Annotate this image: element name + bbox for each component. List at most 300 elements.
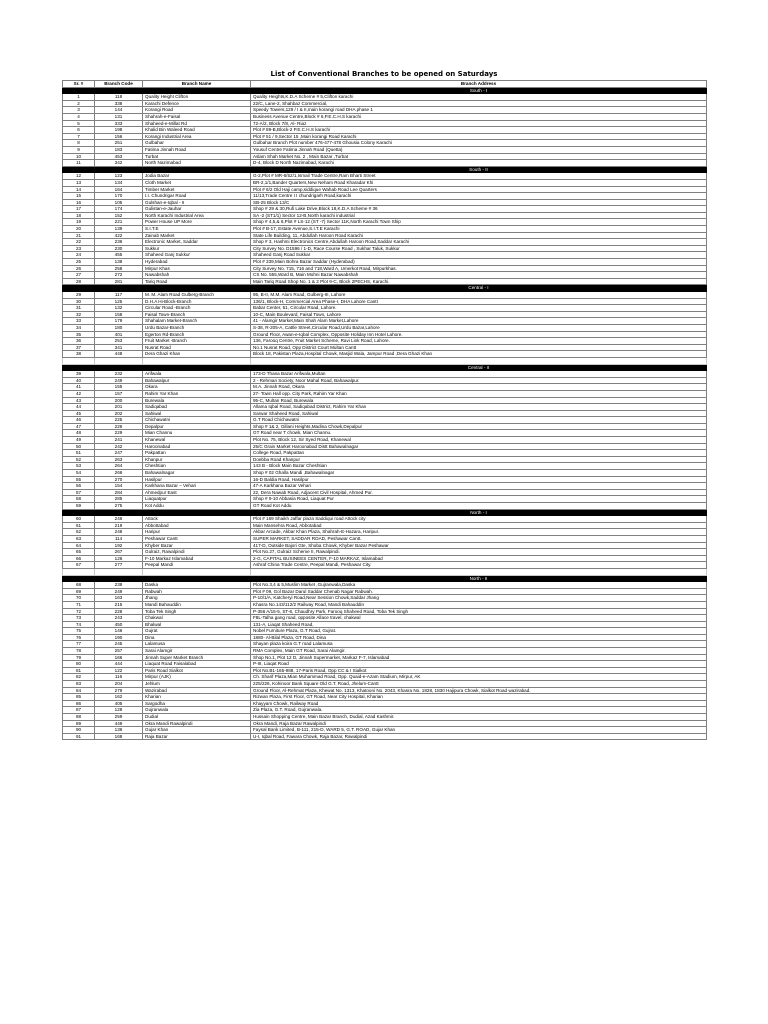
sr-cell: 8 xyxy=(63,140,95,147)
sr-cell: 41 xyxy=(63,384,95,391)
sr-cell: 4 xyxy=(63,113,95,120)
branch-address-cell: 143 B - Block Main Bazar Cheshtian xyxy=(251,463,707,470)
sr-cell: 72 xyxy=(63,608,95,615)
branch-code-cell: 221 xyxy=(95,219,143,226)
branch-code-cell: 136 xyxy=(95,727,143,734)
branch-address-cell: Nobel Furniture Plaza, G.T Road, Gujrat. xyxy=(251,628,707,635)
branch-code-cell: 272 xyxy=(95,272,143,279)
branch-name-cell: Cloth Market xyxy=(143,179,251,186)
blank-row xyxy=(63,568,707,575)
table-row xyxy=(63,311,707,318)
branch-code-cell: 183 xyxy=(95,146,143,153)
branch-code-cell: 170 xyxy=(95,193,143,200)
sr-cell: 10 xyxy=(63,153,95,160)
sr-cell: 52 xyxy=(63,456,95,463)
region-header-cell xyxy=(95,509,143,516)
branch-address-cell: Shop No.1, Plot 12 D, Jinnah Supermarket, Markaz F-7, Islamabad xyxy=(251,654,707,661)
branch-code-cell: 284 xyxy=(95,489,143,496)
sr-cell: 23 xyxy=(63,245,95,252)
sr-cell: 5 xyxy=(63,120,95,127)
region-header-cell xyxy=(143,166,251,173)
branch-name-cell: Burewala xyxy=(143,397,251,404)
blank-cell xyxy=(63,568,95,575)
region-header-cell xyxy=(143,575,251,582)
branch-address-cell: Plot # 339,Main Bohra Bazar Saddar (Hyderabad) xyxy=(251,259,707,266)
branch-code-cell: 166 xyxy=(95,654,143,661)
branch-code-cell: 257 xyxy=(95,648,143,655)
sr-cell: 71 xyxy=(63,601,95,608)
table-row xyxy=(63,305,707,312)
table-row xyxy=(63,160,707,167)
region-header-cell xyxy=(95,285,143,292)
region-header-cell xyxy=(143,509,251,516)
sr-cell: 66 xyxy=(63,555,95,562)
table-row xyxy=(63,549,707,556)
branch-code-cell: 125 xyxy=(95,298,143,305)
sr-cell: 34 xyxy=(63,324,95,331)
table-row xyxy=(63,437,707,444)
branch-code-cell: 123 xyxy=(95,173,143,180)
table-row xyxy=(63,265,707,272)
branch-address-cell: 173-D Thana Bazar Arifwala,Multan xyxy=(251,371,707,378)
branch-address-cell: Quality Heights,K.D.A Scheme # 5,Clifton karachi xyxy=(251,94,707,101)
table-row xyxy=(63,555,707,562)
table-row xyxy=(63,120,707,127)
sr-cell: 40 xyxy=(63,377,95,384)
table-row xyxy=(63,318,707,325)
sr-cell: 80 xyxy=(63,661,95,668)
branch-code-cell: 201 xyxy=(95,404,143,411)
table-row xyxy=(63,595,707,602)
branch-address-cell: F8L-Talha gang road, opposite Allace travel, chakwal xyxy=(251,615,707,622)
branch-name-cell: Gulraiz, Rawalpindi xyxy=(143,549,251,556)
region-label: South - I xyxy=(251,87,707,94)
sr-cell: 84 xyxy=(63,687,95,694)
blank-cell xyxy=(143,568,251,575)
table-row xyxy=(63,338,707,345)
table-row xyxy=(63,173,707,180)
branch-address-cell: 1880- Al-Bilal Plaza, GT Road, Dina xyxy=(251,634,707,641)
branch-address-cell: D-4, Block D North Nazimabad, Karachi xyxy=(251,160,707,167)
branch-name-cell: Circular Road -Branch xyxy=(143,305,251,312)
branch-code-cell: 264 xyxy=(95,463,143,470)
branch-name-cell: M. M. Alam Road Gulberg-Branch xyxy=(143,292,251,299)
sr-cell: 3 xyxy=(63,107,95,114)
branch-address-cell: Shop # 3, Hashmi Electronics Centre,Abdullah Haroon Road,Saddar Karachi xyxy=(251,239,707,246)
sr-cell: 11 xyxy=(63,160,95,167)
branch-address-cell: SA -2 (ST1/1) Sector 12-B,North karachi industrial xyxy=(251,212,707,219)
table-row xyxy=(63,720,707,727)
table-row xyxy=(63,404,707,411)
table-row xyxy=(63,667,707,674)
table-row xyxy=(63,522,707,529)
branch-name-cell: Tariq Road xyxy=(143,278,251,285)
region-header-row xyxy=(63,509,707,516)
region-header-cell xyxy=(63,575,95,582)
branch-name-cell: Paris Road Sialkot xyxy=(143,667,251,674)
branch-name-cell: Okra Mandi Rawalpindi xyxy=(143,720,251,727)
branch-name-cell: Wazirabad xyxy=(143,687,251,694)
branch-code-cell: 242 xyxy=(95,443,143,450)
sr-cell: 90 xyxy=(63,727,95,734)
branch-code-cell: 270 xyxy=(95,476,143,483)
branch-name-cell: Turbat xyxy=(143,153,251,160)
branch-code-cell: 105 xyxy=(95,199,143,206)
branch-address-cell: City Survey No. D1596 / 1-D, Race Course Road , Sukhar Taluk, Sukkur xyxy=(251,245,707,252)
branch-code-cell: 152 xyxy=(95,212,143,219)
branch-name-cell: Attock xyxy=(143,516,251,523)
table-row xyxy=(63,450,707,457)
branch-address-cell: 47-A Karkhana Bazar Vehari xyxy=(251,483,707,490)
branch-name-cell: Quality Height Clifton xyxy=(143,94,251,101)
branch-address-cell: 417-D, Outside Bajori Gte, Shoba Chowk, Khyber Bazar Peshawar xyxy=(251,542,707,549)
sr-cell: 9 xyxy=(63,146,95,153)
branch-name-cell: Timber Market xyxy=(143,186,251,193)
branch-name-cell: North Karachi Industrial Area xyxy=(143,212,251,219)
branch-name-cell: Gulshan-e-Iqbal - II xyxy=(143,199,251,206)
sr-cell: 49 xyxy=(63,437,95,444)
branch-code-cell: 190 xyxy=(95,634,143,641)
branch-name-cell: Nusrat Road xyxy=(143,344,251,351)
branch-name-cell: Gujar Khan xyxy=(143,727,251,734)
region-header-row xyxy=(63,87,707,94)
table-row xyxy=(63,733,707,740)
branch-name-cell: Liaquat Road Faisalabad xyxy=(143,661,251,668)
region-header-cell xyxy=(143,285,251,292)
sr-cell: 74 xyxy=(63,621,95,628)
branch-code-cell: 122 xyxy=(95,667,143,674)
sr-cell: 19 xyxy=(63,219,95,226)
sr-cell: 60 xyxy=(63,516,95,523)
table-row xyxy=(63,127,707,134)
branch-name-cell: Rabwah xyxy=(143,588,251,595)
sr-cell: 58 xyxy=(63,496,95,503)
branch-code-cell: 267 xyxy=(95,549,143,556)
sr-cell: 2 xyxy=(63,100,95,107)
branch-code-cell: 258 xyxy=(95,265,143,272)
branch-code-cell: 117 xyxy=(95,292,143,299)
sr-cell: 88 xyxy=(63,714,95,721)
sr-cell: 59 xyxy=(63,503,95,510)
sr-cell: 44 xyxy=(63,404,95,411)
sr-cell: 83 xyxy=(63,681,95,688)
branch-name-cell: Dudial xyxy=(143,714,251,721)
branch-address-cell: Khasra No.143/112/2 Railway Road, Mandi Bahauddin xyxy=(251,601,707,608)
branch-name-cell: Okara xyxy=(143,384,251,391)
table-row xyxy=(63,146,707,153)
table-row xyxy=(63,535,707,542)
branch-address-cell: 2-G, CAPITAL BUSINEES CENTER, F-10 MARKAZ, Islamabad xyxy=(251,555,707,562)
branch-name-cell: I.I. Chundrigar Road xyxy=(143,193,251,200)
sr-cell: 16 xyxy=(63,199,95,206)
branch-address-cell: 2 - Rehman Society, Noor Mahal Road, Bahawalpur. xyxy=(251,377,707,384)
branch-address-cell: G-2,Plot # MR-6/52/1,Ismail Trade Centre,Ram Bharti Street xyxy=(251,173,707,180)
region-header-row xyxy=(63,364,707,371)
table-row xyxy=(63,476,707,483)
region-header-cell xyxy=(63,509,95,516)
branch-name-cell: Sukkur xyxy=(143,245,251,252)
branch-address-cell: Sarwar Shaheed Road, Sahiwal xyxy=(251,410,707,417)
sr-cell: 81 xyxy=(63,667,95,674)
table-row xyxy=(63,292,707,299)
branch-name-cell: Sarai Alamgir xyxy=(143,648,251,655)
branch-address-cell: Ground Floor, Al-Rehmat Plaza, Khewat No. 1313, Khatooni No. 2043, Khasra No. 1828, 1830 Hajipura Chowk, Sialkot Road wazirabad. xyxy=(251,687,707,694)
branch-code-cell: 449 xyxy=(95,720,143,727)
sr-cell: 55 xyxy=(63,476,95,483)
branch-code-cell: 229 xyxy=(95,430,143,437)
blank-cell xyxy=(95,357,143,364)
table-row xyxy=(63,588,707,595)
page-title: List of Conventional Branches to be opened on Saturdays xyxy=(270,70,498,78)
table-row xyxy=(63,443,707,450)
branch-address-cell: 225/226, Kohinoor Bank Square Old G.T. Road, Jhelum-Cantt xyxy=(251,681,707,688)
table-row xyxy=(63,232,707,239)
branch-address-cell: 136/1, Block-H, Commercial Area Phase-I, DHA Lahore Cantt xyxy=(251,298,707,305)
branch-code-cell: 247 xyxy=(95,450,143,457)
table-row xyxy=(63,503,707,510)
branch-name-cell: Khalid Bin Waleed Road xyxy=(143,127,251,134)
branch-address-cell: SB-25 Block 13/C xyxy=(251,199,707,206)
branch-name-cell: Korangi Road xyxy=(143,107,251,114)
region-header-cell xyxy=(95,166,143,173)
table-row xyxy=(63,397,707,404)
table-row xyxy=(63,94,707,101)
branch-code-cell: 277 xyxy=(95,562,143,569)
table-row xyxy=(63,226,707,233)
table-row xyxy=(63,615,707,622)
branch-name-cell: Mirpur (AJK) xyxy=(143,674,251,681)
branch-address-cell: College Road, Pakpattan xyxy=(251,450,707,457)
region-header-cell xyxy=(63,285,95,292)
table-row xyxy=(63,390,707,397)
branch-code-cell: 198 xyxy=(95,127,143,134)
sr-cell: 39 xyxy=(63,371,95,378)
branch-name-cell: Gujranwala xyxy=(143,707,251,714)
branch-address-cell: P-356 A/15-5, ST-6, Chaudhry Park, Farooq Shaheed Road, Toba Tek Singh xyxy=(251,608,707,615)
branch-code-cell: 281 xyxy=(95,278,143,285)
sr-cell: 7 xyxy=(63,133,95,140)
branch-name-cell: Khyber Bazar xyxy=(143,542,251,549)
sr-cell: 43 xyxy=(63,397,95,404)
branch-name-cell: Karkhana Bazar – Vehari xyxy=(143,483,251,490)
branch-address-cell: Plot # 169 Shaikh Jaffar plaza Saddiqui road Attock city xyxy=(251,516,707,523)
region-header-cell xyxy=(95,575,143,582)
branch-code-cell: 154 xyxy=(95,483,143,490)
branch-name-cell: Egerton Rd-Branch xyxy=(143,331,251,338)
branch-name-cell: Karachi Defence xyxy=(143,100,251,107)
table-row xyxy=(63,516,707,523)
region-header-row xyxy=(63,575,707,582)
table-row xyxy=(63,212,707,219)
branch-address-cell: Shop # 1& 2, Gillani Heights,Madina Chowk,Depalpur xyxy=(251,423,707,430)
sr-cell: 56 xyxy=(63,483,95,490)
table-row xyxy=(63,133,707,140)
branch-address-cell: Plot # 6/2 Old Haji camp,siddique Wahab Road Lee Quarters xyxy=(251,186,707,193)
branch-name-cell: Peshawar Cantt xyxy=(143,535,251,542)
table-row xyxy=(63,727,707,734)
branch-address-cell: Plot # 09, Gol Bazar Darul Saddar Chenab Nagar Rabwah. xyxy=(251,588,707,595)
branch-address-cell: 41 - Alamgir Market,Main Shah Alam Market,Lahore xyxy=(251,318,707,325)
sr-cell: 37 xyxy=(63,344,95,351)
branch-name-cell: Toba Tek Singh xyxy=(143,608,251,615)
region-label: Central - II xyxy=(251,364,707,371)
sr-cell: 69 xyxy=(63,588,95,595)
region-header-cell xyxy=(95,87,143,94)
branch-code-cell: 192 xyxy=(95,542,143,549)
branch-name-cell: Fatima Jinnah Road xyxy=(143,146,251,153)
branch-code-cell: 180 xyxy=(95,324,143,331)
branch-code-cell: 266 xyxy=(95,470,143,477)
sr-cell: 36 xyxy=(63,338,95,345)
sr-cell: 91 xyxy=(63,733,95,740)
branch-code-cell: 158 xyxy=(95,311,143,318)
table-row xyxy=(63,456,707,463)
sr-cell: 67 xyxy=(63,562,95,569)
branch-name-cell: Korangi Industrial Area xyxy=(143,133,251,140)
column-header-branch-name: Branch Name xyxy=(143,81,251,88)
branch-name-cell: Cheshtian xyxy=(143,463,251,470)
branch-name-cell: Lalamusa xyxy=(143,641,251,648)
branch-name-cell: Arifwala xyxy=(143,371,251,378)
branch-code-cell: 279 xyxy=(95,687,143,694)
table-row xyxy=(63,206,707,213)
table-row xyxy=(63,239,707,246)
branch-name-cell: F-10 Markaz Islamabad xyxy=(143,555,251,562)
region-label: North - II xyxy=(251,575,707,582)
branch-code-cell: 453 xyxy=(95,153,143,160)
table-row xyxy=(63,674,707,681)
branch-code-cell: 118 xyxy=(95,94,143,101)
branch-address-cell: City Survey No. 715, 716 and 718,Ward A, Umerkot Road, Mirpurkhas. xyxy=(251,265,707,272)
branch-code-cell: 232 xyxy=(95,371,143,378)
branch-name-cell: Gulbahar xyxy=(143,140,251,147)
sr-cell: 27 xyxy=(63,272,95,279)
branch-code-cell: 155 xyxy=(95,384,143,391)
sr-cell: 64 xyxy=(63,542,95,549)
region-label: South - II xyxy=(251,166,707,173)
branch-name-cell: Jehlum xyxy=(143,681,251,688)
branch-address-cell: BR-2,1/1,Bander Quarters,New Neham Road Kharadar Khi xyxy=(251,179,707,186)
branch-name-cell: Chichawatni xyxy=(143,417,251,424)
branch-address-cell: 131-A, Liaqat Shaheed Road, xyxy=(251,621,707,628)
branch-name-cell: Daska xyxy=(143,582,251,589)
branch-address-cell: SUPER MARKET, SADDAR ROAD, Peshawar Cantt. xyxy=(251,535,707,542)
branch-address-cell: Plot No.B1-165-988, 17-Paris Road, Opp CC & I Sialkot xyxy=(251,667,707,674)
sr-cell: 21 xyxy=(63,232,95,239)
sr-cell: 24 xyxy=(63,252,95,259)
table-row xyxy=(63,245,707,252)
sr-cell: 75 xyxy=(63,628,95,635)
sr-cell: 33 xyxy=(63,318,95,325)
branch-address-cell: P-III, Liaqat Road xyxy=(251,661,707,668)
table-row xyxy=(63,331,707,338)
branch-name-cell: Shaheed Ganj Sukkur xyxy=(143,252,251,259)
branch-address-cell: Doebba Road Khanpur xyxy=(251,456,707,463)
branch-code-cell: 249 xyxy=(95,588,143,595)
table-row xyxy=(63,423,707,430)
branch-code-cell: 246 xyxy=(95,516,143,523)
table-row xyxy=(63,707,707,714)
table-row xyxy=(63,496,707,503)
branch-code-cell: 448 xyxy=(95,351,143,358)
branch-code-cell: 333 xyxy=(95,120,143,127)
blank-cell xyxy=(251,357,707,364)
table-row xyxy=(63,470,707,477)
sr-cell: 32 xyxy=(63,311,95,318)
sr-cell: 87 xyxy=(63,707,95,714)
region-label: Central - I xyxy=(251,285,707,292)
branch-code-cell: 126 xyxy=(95,555,143,562)
table-row xyxy=(63,608,707,615)
branch-code-cell: 455 xyxy=(95,252,143,259)
sr-cell: 79 xyxy=(63,654,95,661)
table-row xyxy=(63,410,707,417)
branch-name-cell: Chakwal xyxy=(143,615,251,622)
table-row xyxy=(63,463,707,470)
table-row xyxy=(63,648,707,655)
branch-code-cell: 285 xyxy=(95,496,143,503)
sr-cell: 78 xyxy=(63,648,95,655)
branch-code-cell: 236 xyxy=(95,239,143,246)
sr-cell: 42 xyxy=(63,390,95,397)
branch-address-cell: Block 18, Pakistan Plaza,Hospital Chowk, Masjid Wala, Jampur Road ,Dera Ghazi Khan xyxy=(251,351,707,358)
table-row xyxy=(63,278,707,285)
sr-cell: 48 xyxy=(63,430,95,437)
branch-address-cell: Ground Floor, Awan-e-Iqbal Complex, Opposite Holiday Inn Hotel Lahore. xyxy=(251,331,707,338)
branch-code-cell: 263 xyxy=(95,456,143,463)
sr-cell: 30 xyxy=(63,298,95,305)
sr-cell: 35 xyxy=(63,331,95,338)
table-row xyxy=(63,628,707,635)
branch-name-cell: Khanewal xyxy=(143,437,251,444)
table-row xyxy=(63,694,707,701)
table-row xyxy=(63,371,707,378)
branch-name-cell: Mirpur Khas xyxy=(143,265,251,272)
table-row xyxy=(63,113,707,120)
sr-cell: 70 xyxy=(63,595,95,602)
region-header-cell xyxy=(95,364,143,371)
branch-name-cell: Hyderabad xyxy=(143,259,251,266)
branch-address-cell: Shop # 9-10 Abbasia Road, Liaquat Pur xyxy=(251,496,707,503)
region-header-row xyxy=(63,166,707,173)
table-row xyxy=(63,199,707,206)
branch-name-cell: Power House UP More xyxy=(143,219,251,226)
table-row xyxy=(63,654,707,661)
table-row xyxy=(63,377,707,384)
region-label: North - I xyxy=(251,509,707,516)
sr-cell: 38 xyxy=(63,351,95,358)
branch-code-cell: 163 xyxy=(95,595,143,602)
branch-name-cell: Kot Addu xyxy=(143,503,251,510)
sr-cell: 76 xyxy=(63,634,95,641)
branch-name-cell: Fruit Market -Branch xyxy=(143,338,251,345)
branch-address-cell: 95-C, Multan Road, Burewala xyxy=(251,397,707,404)
branch-name-cell: Bhalwal xyxy=(143,621,251,628)
branch-address-cell: Plot No.3,4 & 5,Muslim Market ,Gujranwala,Daska xyxy=(251,582,707,589)
branch-code-cell: 215 xyxy=(95,601,143,608)
branch-code-cell: 241 xyxy=(95,437,143,444)
sr-cell: 17 xyxy=(63,206,95,213)
table-row xyxy=(63,384,707,391)
sr-cell: 1 xyxy=(63,94,95,101)
branch-name-cell: Sadiqabad xyxy=(143,404,251,411)
branch-name-cell: Dera Ghazi Khan xyxy=(143,351,251,358)
branch-name-cell: Haripur xyxy=(143,529,251,536)
branch-address-cell: 136, Farooq Centre, Fruit Market Scheme, Ravi Link Road, Lahore. xyxy=(251,338,707,345)
sr-cell: 26 xyxy=(63,265,95,272)
branch-name-cell: Sargodha xyxy=(143,700,251,707)
branch-code-cell: 157 xyxy=(95,390,143,397)
